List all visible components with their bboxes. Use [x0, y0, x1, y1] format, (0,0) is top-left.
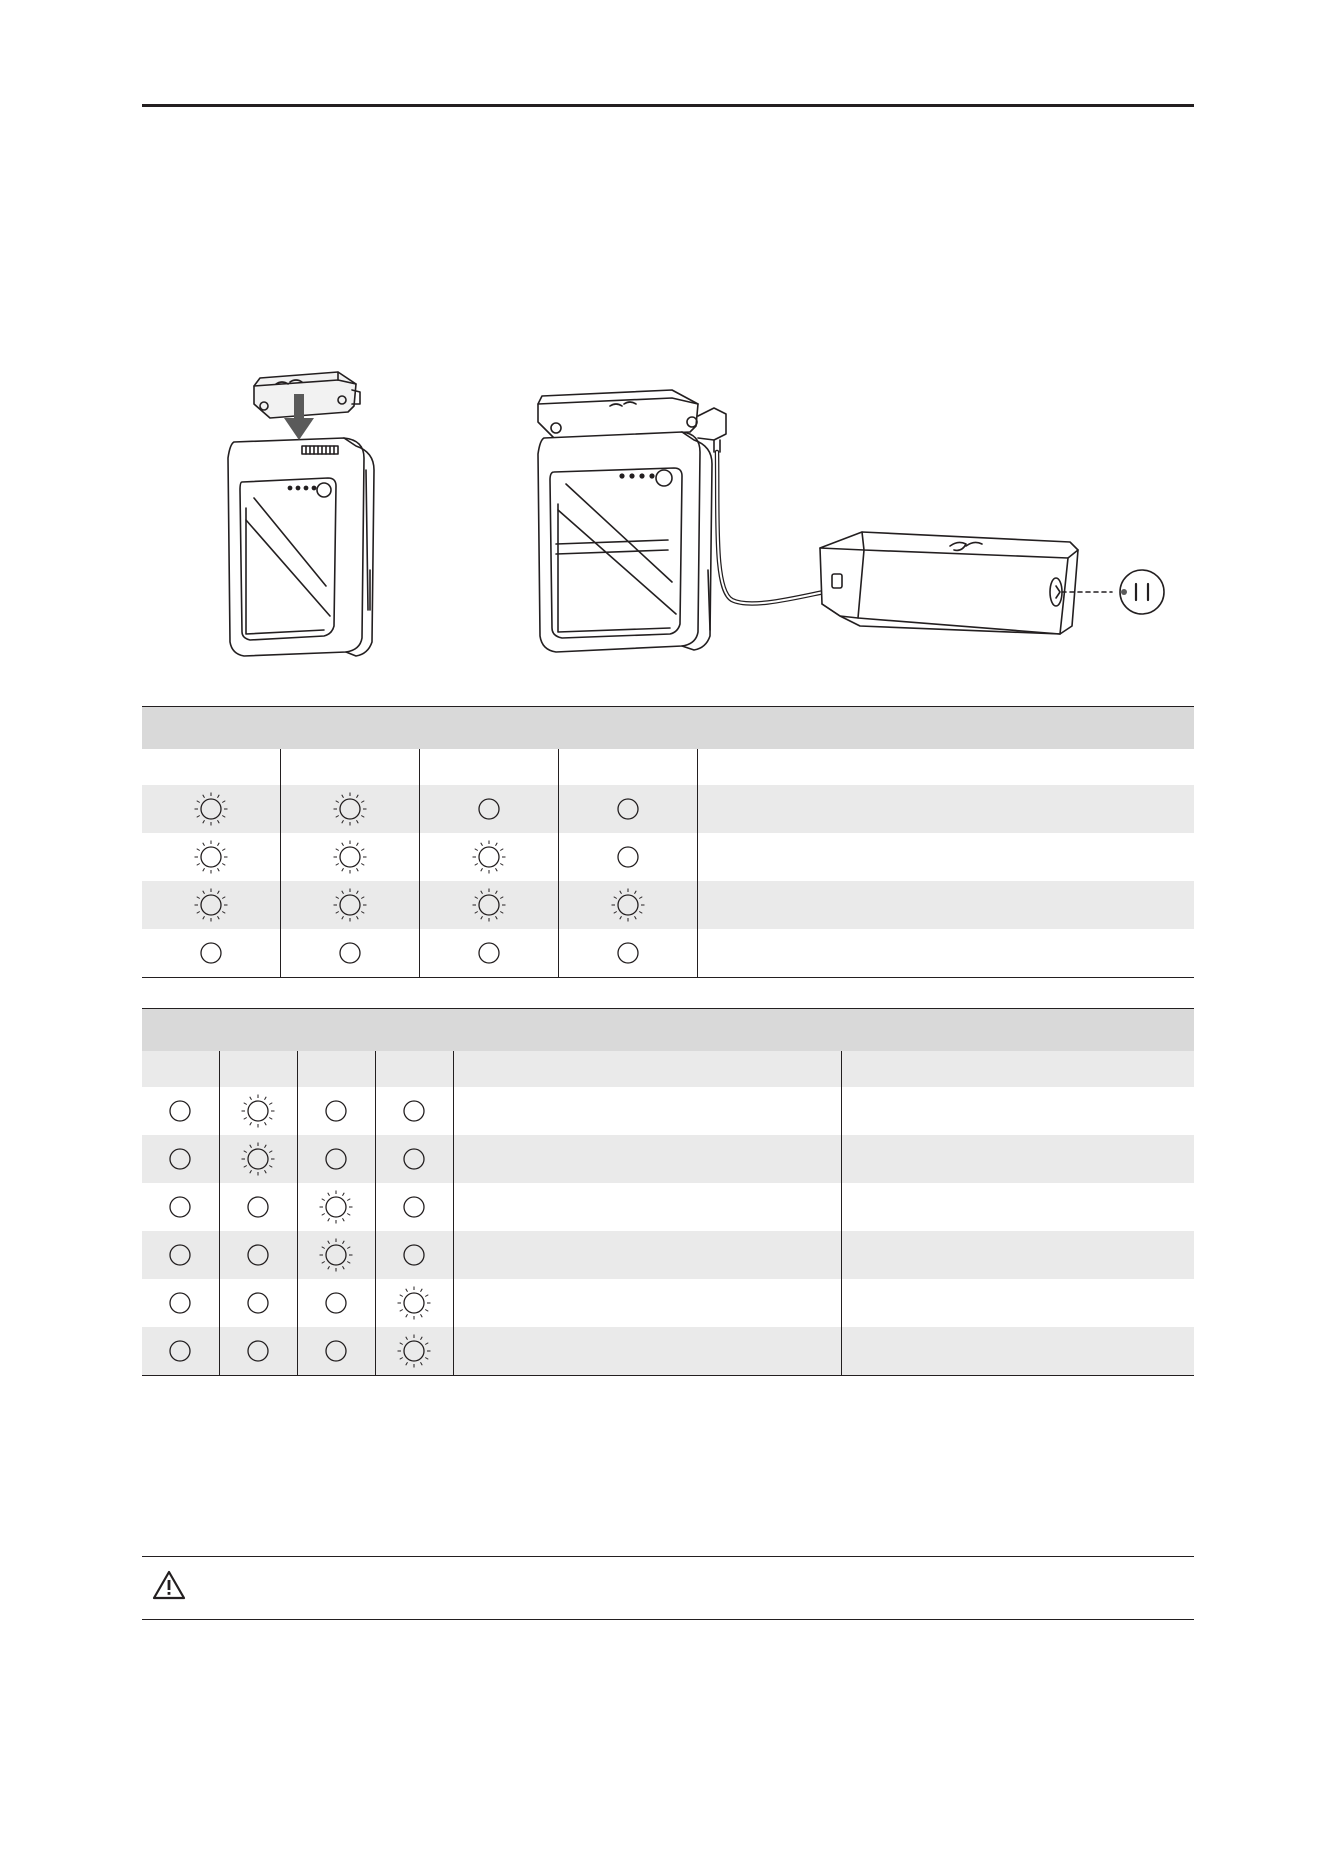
led-cell-4 [375, 1135, 453, 1183]
led-off-icon [396, 1189, 432, 1225]
led-blinking-icon [332, 839, 368, 875]
protection-table-header-row [142, 1051, 1194, 1087]
col-header-led1 [142, 749, 280, 785]
led-cell-4 [375, 1231, 453, 1279]
table-row [142, 1087, 1194, 1135]
led-cell-1 [142, 833, 280, 881]
led-off-icon [162, 1237, 198, 1273]
table-row [142, 881, 1194, 929]
led-off-icon [610, 791, 646, 827]
led-off-icon [396, 1141, 432, 1177]
led-cell-4 [375, 1279, 453, 1327]
led-cell-2 [219, 1183, 297, 1231]
led-cell-1 [142, 881, 280, 929]
description-cell [697, 785, 1194, 833]
protection-led-table [142, 1008, 1194, 1376]
led-cell-1 [142, 1087, 219, 1135]
led-cell-3 [297, 1327, 375, 1376]
col-header-protection-item [841, 1051, 1194, 1087]
warning-note [142, 1556, 1194, 1620]
led-blinking-icon [332, 887, 368, 923]
led-off-icon [240, 1237, 276, 1273]
led-cell-2 [219, 1231, 297, 1279]
led-off-icon [318, 1141, 354, 1177]
col-header-led4 [375, 1051, 453, 1087]
led-off-icon [471, 935, 507, 971]
led-cell-4 [375, 1087, 453, 1135]
item-cell [841, 1087, 1194, 1135]
led-off-icon [162, 1141, 198, 1177]
protection-table-title [142, 1009, 1194, 1052]
col-header-led2 [219, 1051, 297, 1087]
led-blinking-icon [610, 887, 646, 923]
item-cell [841, 1327, 1194, 1376]
led-blinking-icon [193, 791, 229, 827]
led-off-icon [610, 839, 646, 875]
led-off-icon [610, 935, 646, 971]
table-row [142, 1135, 1194, 1183]
battery-cover-icon [254, 372, 360, 418]
led-off-icon [193, 935, 229, 971]
col-header-led1 [142, 1051, 219, 1087]
col-header-led2 [280, 749, 419, 785]
led-cell-2 [280, 833, 419, 881]
pattern-cell [453, 1327, 841, 1376]
led-cell-1 [142, 1231, 219, 1279]
led-off-icon [471, 791, 507, 827]
battery-icon [228, 438, 374, 656]
item-cell [841, 1231, 1194, 1279]
led-off-icon [318, 1333, 354, 1369]
led-off-icon [162, 1189, 198, 1225]
led-off-icon [162, 1333, 198, 1369]
top-rule [142, 104, 1194, 107]
led-off-icon [396, 1237, 432, 1273]
led-off-icon [240, 1189, 276, 1225]
charging-hub-icon [538, 390, 726, 652]
charging-led-table [142, 706, 1194, 978]
led-blinking-icon [471, 839, 507, 875]
led-blinking-icon [193, 839, 229, 875]
led-cell-1 [142, 1135, 219, 1183]
col-header-description [697, 749, 1194, 785]
led-blinking-icon [318, 1237, 354, 1273]
warning-triangle-icon [152, 1569, 186, 1601]
led-cell-4 [375, 1183, 453, 1231]
led-blinking-icon [193, 887, 229, 923]
led-cell-3 [297, 1279, 375, 1327]
led-blinking-icon [332, 791, 368, 827]
led-cell-4 [558, 929, 697, 978]
led-off-icon [318, 1093, 354, 1129]
led-cell-1 [142, 1327, 219, 1376]
item-cell [841, 1183, 1194, 1231]
led-off-icon [332, 935, 368, 971]
description-cell [697, 881, 1194, 929]
led-cell-4 [558, 881, 697, 929]
table-row [142, 1279, 1194, 1327]
led-cell-4 [375, 1327, 453, 1376]
table-row [142, 1183, 1194, 1231]
power-adapter-icon [820, 532, 1112, 634]
led-cell-3 [297, 1183, 375, 1231]
led-cell-2 [219, 1279, 297, 1327]
led-off-icon [240, 1285, 276, 1321]
led-off-icon [396, 1093, 432, 1129]
power-outlet-icon [1120, 570, 1164, 614]
led-cell-3 [419, 785, 558, 833]
col-header-led4 [558, 749, 697, 785]
col-header-led3 [419, 749, 558, 785]
led-blinking-icon [240, 1093, 276, 1129]
led-cell-2 [280, 785, 419, 833]
table-row [142, 1231, 1194, 1279]
led-cell-2 [280, 881, 419, 929]
description-cell [697, 833, 1194, 881]
led-blinking-icon [471, 887, 507, 923]
led-cell-2 [219, 1327, 297, 1376]
led-cell-1 [142, 1183, 219, 1231]
table-row [142, 929, 1194, 978]
led-cell-2 [219, 1087, 297, 1135]
led-cell-4 [558, 785, 697, 833]
charging-table-header-row [142, 749, 1194, 785]
led-cell-3 [419, 881, 558, 929]
col-header-led3 [297, 1051, 375, 1087]
table-row [142, 833, 1194, 881]
description-cell [697, 929, 1194, 978]
pattern-cell [453, 1183, 841, 1231]
led-cell-2 [219, 1135, 297, 1183]
led-cell-1 [142, 929, 280, 978]
item-cell [841, 1135, 1194, 1183]
led-cell-3 [297, 1135, 375, 1183]
pattern-cell [453, 1135, 841, 1183]
led-cell-3 [419, 929, 558, 978]
led-cell-4 [558, 833, 697, 881]
led-blinking-icon [240, 1141, 276, 1177]
led-cell-3 [297, 1231, 375, 1279]
item-cell [841, 1279, 1194, 1327]
led-blinking-icon [396, 1333, 432, 1369]
pattern-cell [453, 1279, 841, 1327]
led-cell-1 [142, 785, 280, 833]
led-off-icon [162, 1093, 198, 1129]
charging-illustration [142, 360, 1194, 660]
led-cell-3 [297, 1087, 375, 1135]
led-cell-3 [419, 833, 558, 881]
col-header-blinking-pattern [453, 1051, 841, 1087]
led-off-icon [318, 1285, 354, 1321]
led-off-icon [162, 1285, 198, 1321]
led-blinking-icon [396, 1285, 432, 1321]
table-row [142, 1327, 1194, 1376]
led-cell-1 [142, 1279, 219, 1327]
led-blinking-icon [318, 1189, 354, 1225]
charging-table-title [142, 707, 1194, 750]
led-off-icon [240, 1333, 276, 1369]
pattern-cell [453, 1087, 841, 1135]
led-cell-2 [280, 929, 419, 978]
table-row [142, 785, 1194, 833]
pattern-cell [453, 1231, 841, 1279]
